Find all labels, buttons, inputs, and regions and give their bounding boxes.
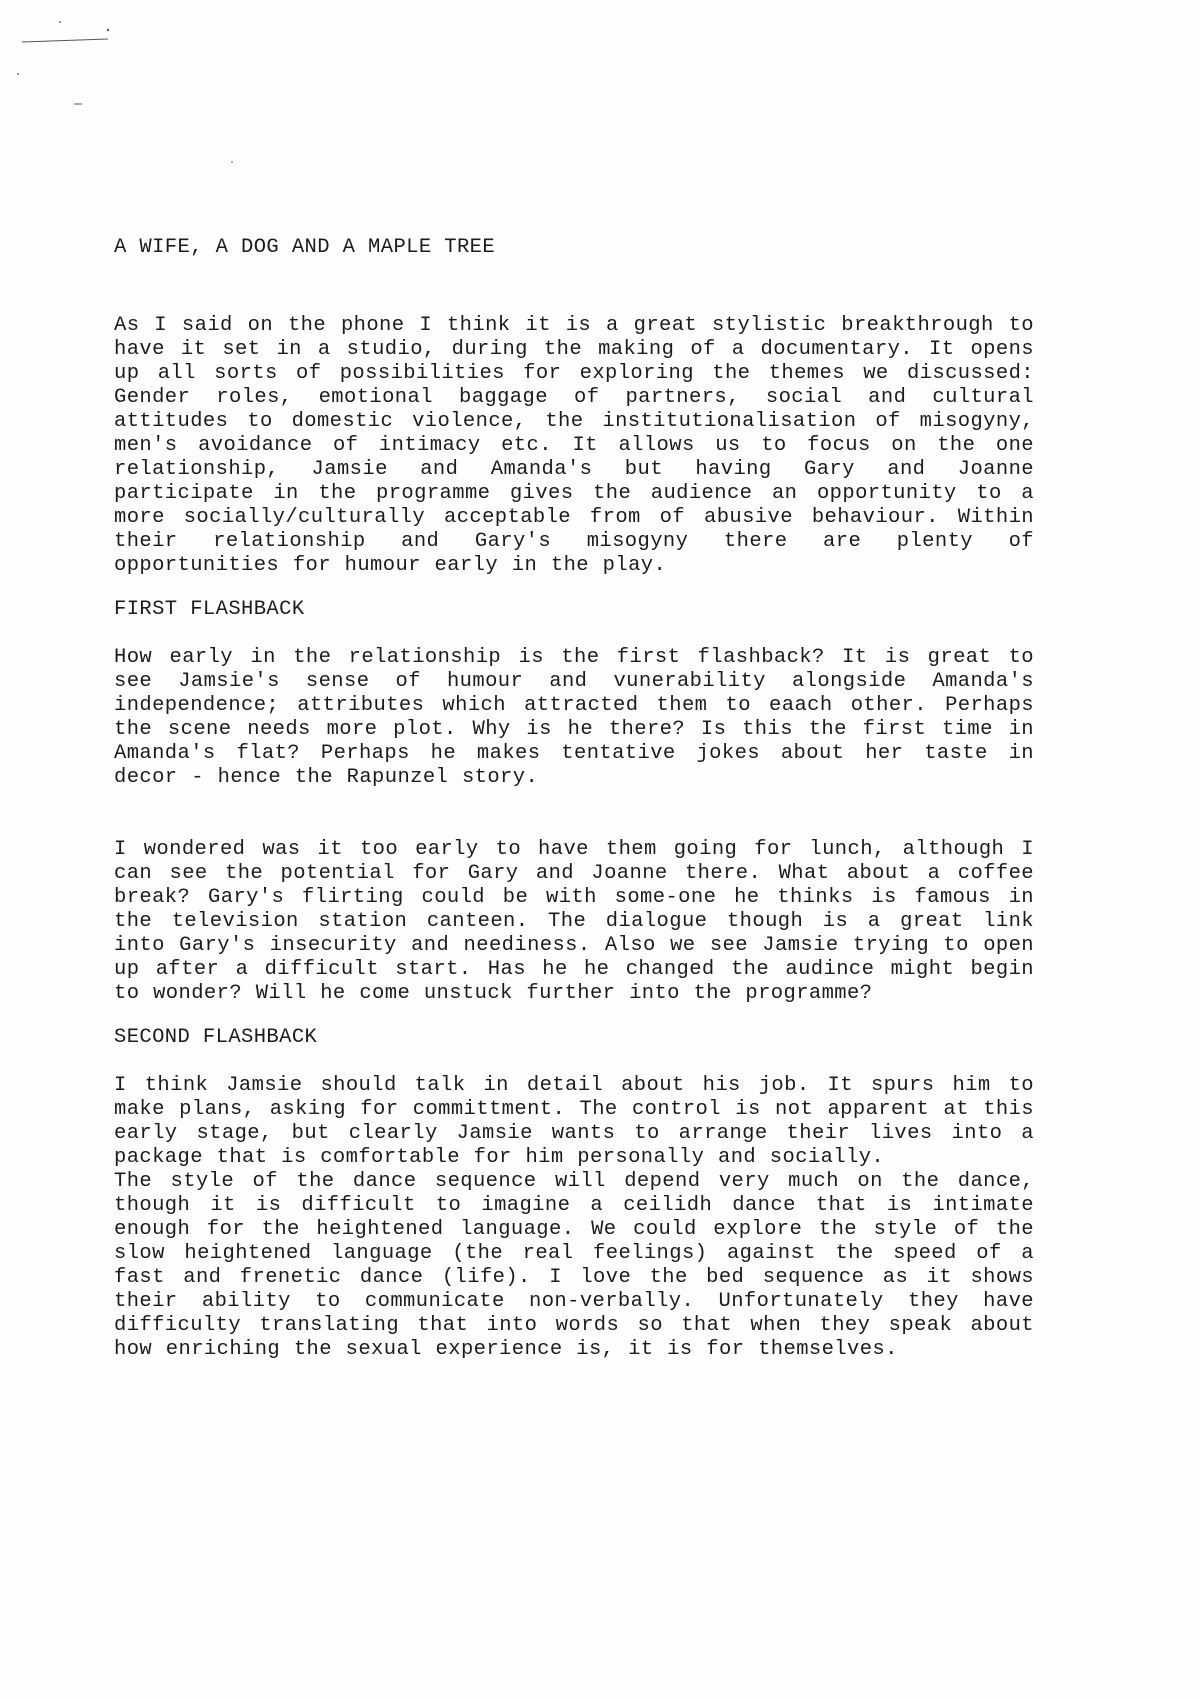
scan-mark-line (22, 39, 108, 42)
document-title: A WIFE, A DOG AND A MAPLE TREE (114, 236, 496, 259)
first-flashback-paragraph-1: How early in the relationship is the first flashback? It is great to see Jamsie's sense of humour and vunerability alongside Amanda's independence; attributes which attracted them to eaach other. Perhaps the scene needs more plot. Why is he there? Is this the first time in Amanda's flat? Perhaps he makes tentative jokes about her taste in decor - hence the Rapunzel story. (114, 646, 1034, 789)
section-heading-second-flashback: SECOND FLASHBACK (114, 1026, 318, 1049)
intro-paragraph: As I said on the phone I think it is a great stylistic breakthrough to have it set in a studio, during the making of a documentary. It opens up all sorts of possibilities for exploring the themes we discussed: Gender roles, emotional baggage of partners, social and cultural attitudes to domestic violence, the institutionalisation of misogyny, men's avoidance of intimacy etc. It allows us to focus on the one relationship, Jamsie and Amanda's but having Gary and Joanne participate in the programme gives the audience an opportunity to a more socially/culturally acceptable from of abusive behaviour. Within their relationship and Gary's misogyny there are plenty of opportunities for humour early in the play. (114, 314, 1034, 577)
second-flashback-paragraph-2: The style of the dance sequence will depend very much on the dance, though it is difficult to imagine a ceilidh dance that is intimate enough for the heightened language. We could explore the style of the slow heightened language (the real feelings) against the speed of a fast and frenetic dance (life). I love the bed sequence as it shows their ability to communicate non-verbally. Unfortunately they have difficulty translating that into words so that when they speak about how enriching the sexual experience is, it is for themselves. (114, 1170, 1034, 1361)
scan-marks (0, 0, 260, 180)
scan-mark-dot (59, 21, 61, 23)
second-flashback-paragraph-1: I think Jamsie should talk in detail about his job. It spurs him to make plans, asking for committment. The control is not apparent at this early stage, but clearly Jamsie wants to arrange their lives into a package that is comfortable for him personally and socially. (114, 1074, 1034, 1169)
scan-mark-dot (231, 161, 233, 163)
scan-mark-dot (107, 29, 109, 31)
scan-mark-dot (17, 73, 19, 75)
first-flashback-paragraph-2: I wondered was it too early to have them going for lunch, although I can see the potential for Gary and Joanne there. What about a coffee break? Gary's flirting could be with some-one he thinks is famous in the television station canteen. The dialogue though is a great link into Gary's insecurity and neediness. Also we see Jamsie trying to open up after a difficult start. Has he he changed the audince might begin to wonder? Will he come unstuck further into the programme? (114, 838, 1034, 1005)
document-body (114, 236, 1034, 1362)
section-heading-first-flashback: FIRST FLASHBACK (114, 598, 305, 621)
